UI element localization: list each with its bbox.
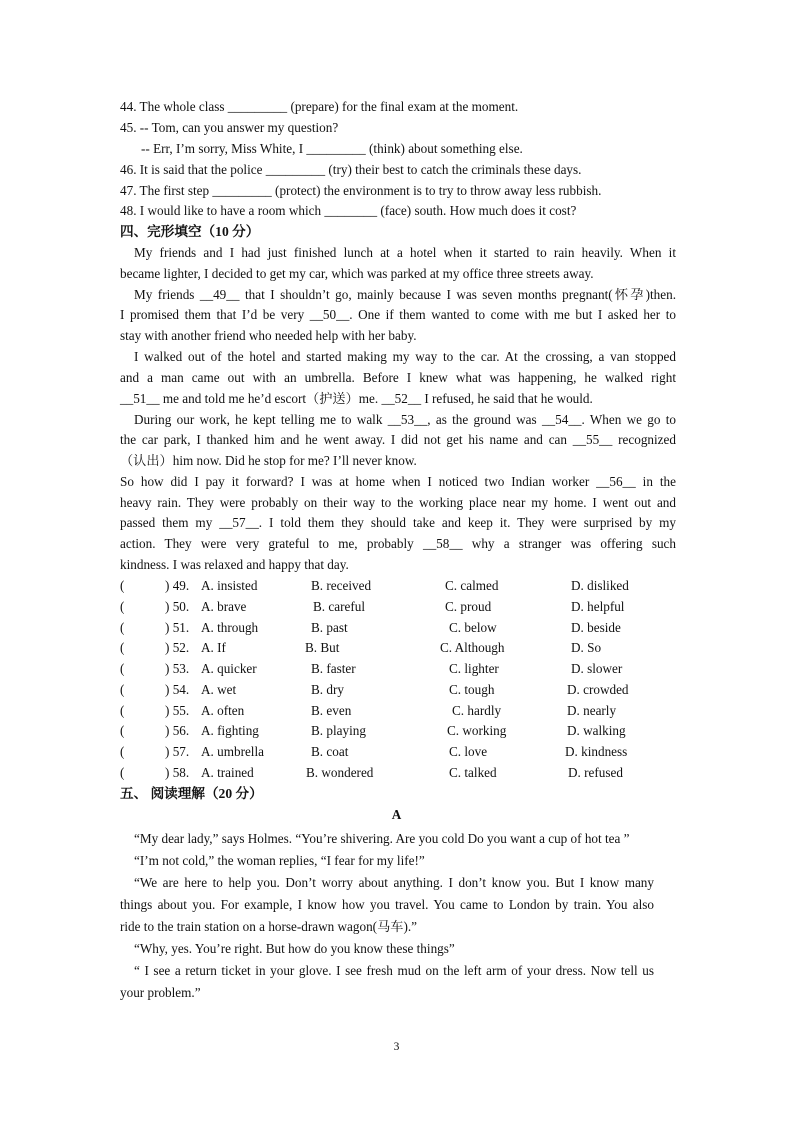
option-c: C. Although <box>440 640 505 655</box>
option-b: B. careful <box>313 599 365 614</box>
answer-paren: ( <box>120 578 125 593</box>
option-a: A. brave <box>201 599 247 614</box>
cloze-line-4: I promised them that I’d be very __50__. One if them wanted to come with me but I asked her to <box>120 307 676 322</box>
passage-a-label: A <box>391 807 402 822</box>
question-48: 48. I would like to have a room which ________ (face) south. How much does it cost? <box>120 203 577 218</box>
choice-row <box>120 722 680 739</box>
answer-paren: ( <box>120 682 125 697</box>
option-d: D. crowded <box>567 682 629 697</box>
answer-paren: ( <box>120 765 125 780</box>
cloze-line-12: So how did I pay it forward? I was at home when I noticed two Indian worker __56__ in the <box>120 474 676 489</box>
section-5-heading: 五、 阅读理解（20 分） <box>120 786 263 801</box>
reading-line-4: things about you. For example, I know how you travel. You came to London by train. You also <box>120 897 654 912</box>
reading-line-8: your problem.” <box>120 985 201 1000</box>
option-a: A. fighting <box>201 723 259 738</box>
option-c: C. talked <box>449 765 497 780</box>
option-c: C. love <box>449 744 488 759</box>
option-b: B. playing <box>311 723 366 738</box>
option-d: D. slower <box>571 661 623 676</box>
answer-paren: ( <box>120 723 125 738</box>
question-47: 47. The first step _________ (protect) the environment is to try to throw away less rubbish. <box>120 183 602 198</box>
answer-paren: ( <box>120 599 125 614</box>
option-b: B. But <box>305 640 340 655</box>
choice-row <box>120 660 680 677</box>
option-d: D. disliked <box>571 578 629 593</box>
option-a: A. often <box>201 703 245 718</box>
option-c: C. calmed <box>445 578 499 593</box>
cloze-line-1: My friends and I had just finished lunch at a hotel when it started to rain heavily. When it <box>134 245 676 260</box>
choice-row <box>120 577 680 594</box>
choice-number: ) 49. <box>165 578 190 593</box>
choice-number: ) 56. <box>165 723 190 738</box>
section-4-heading: 四、完形填空（10 分） <box>120 224 260 239</box>
choice-row <box>120 598 680 615</box>
option-a: A. through <box>201 620 259 635</box>
option-b: B. faster <box>311 661 356 676</box>
reading-line-7: “ I see a return ticket in your glove. I see fresh mud on the left arm of your dress. Now tell us <box>134 963 654 978</box>
cloze-line-5: stay with another friend who needed help with her baby. <box>120 328 417 343</box>
option-a: A. umbrella <box>201 744 264 759</box>
option-d: D. kindness <box>565 744 628 759</box>
option-a: A. wet <box>201 682 237 697</box>
option-b: B. even <box>311 703 352 718</box>
choice-number: ) 58. <box>165 765 190 780</box>
cloze-line-6: I walked out of the hotel and started making my way to the car. At the crossing, a van stopped <box>134 349 676 364</box>
choice-row <box>120 764 680 781</box>
option-a: A. insisted <box>201 578 258 593</box>
cloze-line-7: and a man came out with an umbrella. Before I knew what was happening, he walked right <box>120 370 676 385</box>
page-number: 3 <box>393 1041 400 1053</box>
choice-row <box>120 743 680 760</box>
cloze-line-9: During our work, he kept telling me to walk __53__, as the ground was __54__. When we go to <box>134 412 676 427</box>
choice-number: ) 53. <box>165 661 190 676</box>
cloze-line-2: became lighter, I decided to get my car, which was parked at my office three streets away. <box>120 266 594 281</box>
choice-number: ) 55. <box>165 703 190 718</box>
option-d: D. walking <box>567 723 626 738</box>
reading-line-1: “My dear lady,” says Holmes. “You’re shivering. Are you cold Do you want a cup of hot tea ” <box>134 831 630 846</box>
choice-number: ) 51. <box>165 620 190 635</box>
option-b: B. past <box>311 620 348 635</box>
option-b: B. received <box>311 578 372 593</box>
option-c: C. proud <box>445 599 492 614</box>
reading-line-3: “We are here to help you. Don’t worry about anything. I don’t know you. But I know many <box>134 875 654 890</box>
answer-paren: ( <box>120 744 125 759</box>
cloze-line-11: （认出）him now. Did he stop for me? I’ll never know. <box>120 453 417 468</box>
reading-line-2: “I’m not cold,” the woman replies, “I fear for my life!” <box>134 853 425 868</box>
choice-number: ) 57. <box>165 744 190 759</box>
choice-number: ) 52. <box>165 640 190 655</box>
cloze-line-3: My friends __49__ that I shouldn’t go, mainly because I was seven months pregnant(怀孕)then. <box>134 287 676 302</box>
cloze-line-8: __51__ me and told me he’d escort（护送）me. __52__ I refused, he said that he would. <box>120 391 593 406</box>
answer-paren: ( <box>120 640 125 655</box>
option-a: A. If <box>201 640 226 655</box>
option-a: A. trained <box>201 765 254 780</box>
option-d: D. beside <box>571 620 621 635</box>
choice-row <box>120 619 680 636</box>
option-d: D. helpful <box>571 599 625 614</box>
answer-paren: ( <box>120 661 125 676</box>
option-c: C. working <box>447 723 507 738</box>
reading-line-6: “Why, yes. You’re right. But how do you know these things” <box>134 941 455 956</box>
question-44: 44. The whole class _________ (prepare) for the final exam at the moment. <box>120 99 519 114</box>
cloze-line-15: action. They were very grateful to me, probably __58__ why a stranger was offering such <box>120 536 676 551</box>
cloze-line-13: heavy rain. They were probably on their way to the working place near my home. I went out and <box>120 495 676 510</box>
option-d: D. nearly <box>567 703 617 718</box>
option-d: D. refused <box>568 765 623 780</box>
choice-row <box>120 681 680 698</box>
answer-paren: ( <box>120 620 125 635</box>
choice-row <box>120 702 680 719</box>
option-d: D. So <box>571 640 602 655</box>
option-b: B. wondered <box>306 765 374 780</box>
option-a: A. quicker <box>201 661 257 676</box>
reading-line-5: ride to the train station on a horse-drawn wagon(马车).” <box>120 919 417 934</box>
cloze-line-10: the car park, I thanked him and he went away. I did not get his name and can __55__ recognized <box>120 432 676 447</box>
option-b: B. dry <box>311 682 344 697</box>
cloze-line-14: passed them my __57__. I told them they should take and keep it. They were surprised by my <box>120 515 676 530</box>
option-c: C. lighter <box>449 661 499 676</box>
question-45: 45. -- Tom, can you answer my question? <box>120 120 339 135</box>
answer-paren: ( <box>120 703 125 718</box>
question-45-answer: -- Err, I’m sorry, Miss White, I _________ (think) about something else. <box>141 141 523 156</box>
question-46: 46. It is said that the police _________ (try) their best to catch the criminals these days. <box>120 162 582 177</box>
option-c: C. below <box>449 620 497 635</box>
choice-number: ) 54. <box>165 682 190 697</box>
option-c: C. hardly <box>452 703 502 718</box>
option-b: B. coat <box>311 744 349 759</box>
choice-number: ) 50. <box>165 599 190 614</box>
choice-row <box>120 639 680 656</box>
option-c: C. tough <box>449 682 495 697</box>
cloze-line-16: kindness. I was relaxed and happy that day. <box>120 557 349 572</box>
